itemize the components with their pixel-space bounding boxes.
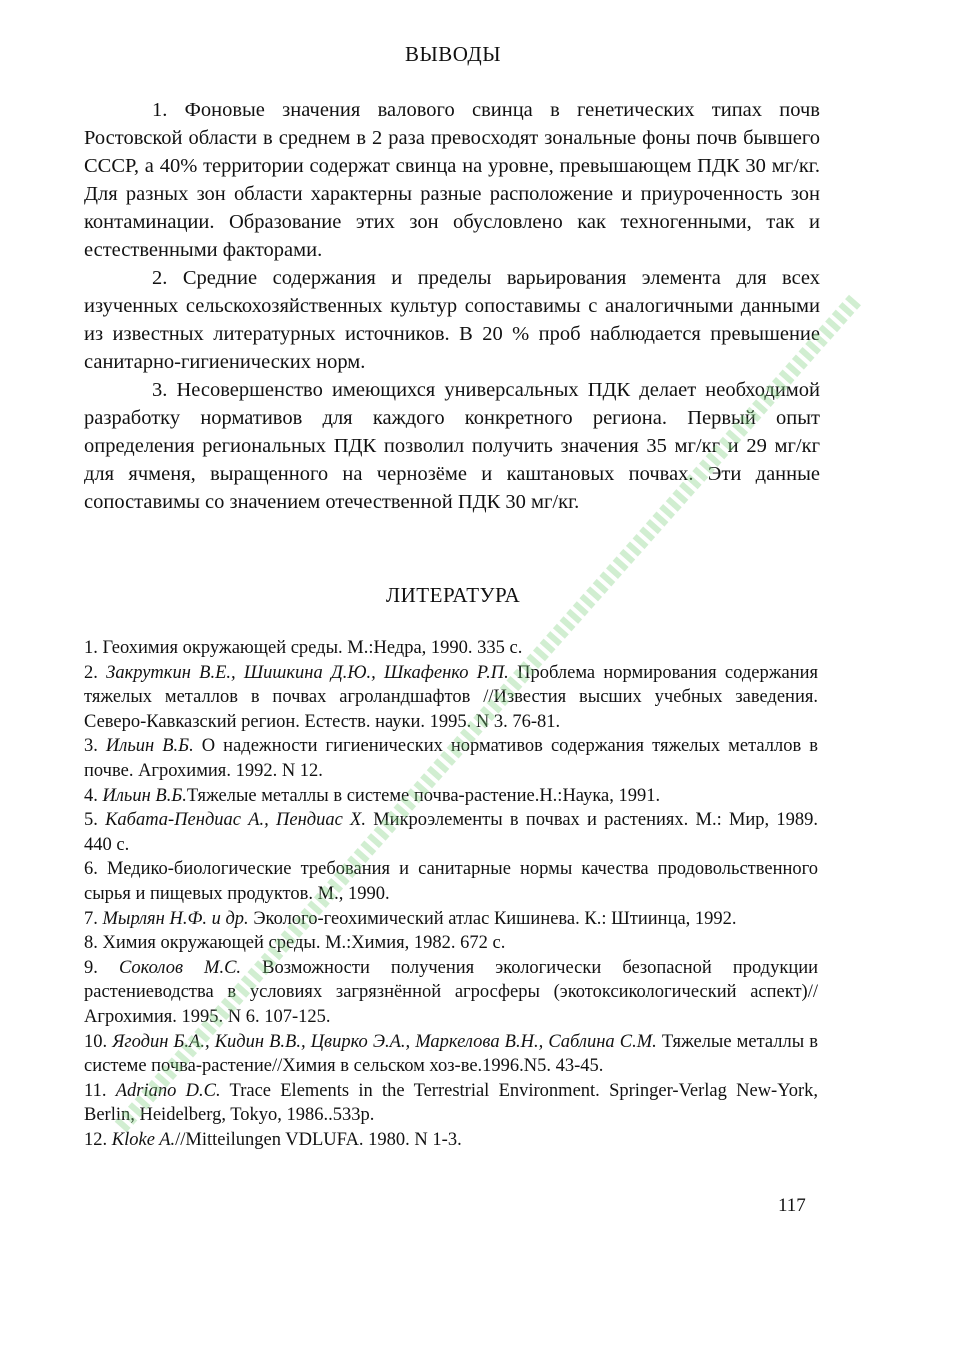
reference-author: Adriano D.C. bbox=[115, 1080, 221, 1101]
reference-item-10 bbox=[84, 1030, 818, 1079]
reference-item-5 bbox=[84, 808, 818, 857]
literature-heading: ЛИТЕРАТУРА bbox=[385, 583, 521, 607]
reference-item-6 bbox=[84, 857, 818, 906]
reference-text: //Mitteilungen VDLUFA. 1980. N 1-3. bbox=[175, 1129, 462, 1150]
reference-list bbox=[84, 636, 818, 1152]
reference-item-9 bbox=[84, 956, 818, 1030]
reference-number: 10. bbox=[84, 1031, 108, 1052]
reference-text: Геохимия окружающей среды. М.:Недра, 1990. 335 с. bbox=[102, 638, 523, 658]
reference-item-8 bbox=[84, 931, 818, 956]
conclusions-section bbox=[84, 96, 820, 516]
reference-author: Закруткин В.Е., Шишкина Д.Ю., Шкафенко Р.П. bbox=[106, 662, 509, 683]
reference-text: О надежности гигиенических нормативов содержания тяжелых металлов в почве. Агрохимия. 1992. N 12. bbox=[84, 736, 818, 781]
reference-item-2 bbox=[84, 661, 818, 735]
reference-author: Кабата-Пендиас А., Пендиас Х. bbox=[105, 810, 366, 831]
reference-number: 9. bbox=[84, 957, 98, 978]
reference-text: Тяжелые металлы в системе почва-растение//Химия в сельском хоз-ве.1996.N5. 43-45. bbox=[84, 1031, 819, 1077]
reference-number: 8. bbox=[84, 933, 98, 954]
conclusion-paragraph-2: 2. Средние содержания и пределы варьирования элемента для всех изученных сельскохозяйственных культур сопоставимы с аналогичными данными из известных литературных источников. В 20 % проб наблюдается превышение санитарно-гигиенических норм. bbox=[84, 267, 820, 373]
reference-text: Тяжелые металлы в системе почва-растение.Н.:Наука, 1991. bbox=[186, 785, 661, 806]
reference-author: Мырлян Н.Ф. и др. bbox=[102, 908, 249, 929]
reference-author: Ильин В.Б. bbox=[102, 785, 187, 806]
reference-text: Возможности получения экологически безопасной продукции растениеводства в условиях загрязнённой агросферы (экотоксикологический аспект)//Агрохимия. 1995. N 6. 107-125. bbox=[84, 957, 819, 1027]
page-number: 117 bbox=[778, 1195, 806, 1216]
reference-number: 12. bbox=[84, 1129, 108, 1150]
reference-text: Проблема нормирования содержания тяжелых металлов в почвах агроландшафтов //Известия высших учебных заведения. Северо-Кавказский регион. Естеств. науки. 1995. N 3. 76-81. bbox=[84, 662, 819, 732]
conclusion-paragraph-1: 1. Фоновые значения валового свинца в генетических типах почв Ростовской области в среднем в 2 раза превосходят зональные фоны почв бывшего СССР, а 40% территории содержат свинца на уровне, превышающем ПДК 30 мг/кг. Для разных зон области характерны разные расположение и приуроченность зон контаминации. Образование этих зон обусловлено как техногенными, так и естественными факторами. bbox=[84, 99, 820, 261]
reference-text: Микроэлементы в почвах и растениях. М.: Мир, 1989. 440 с. bbox=[84, 810, 819, 855]
conclusions-heading: ВЫВОДЫ bbox=[404, 42, 502, 66]
reference-number: 2. bbox=[84, 662, 98, 683]
reference-text: Химия окружающей среды. М.:Химия, 1982. 672 с. bbox=[102, 933, 506, 954]
reference-author: Соколов М.С. bbox=[118, 957, 242, 978]
reference-number: 6. bbox=[84, 859, 98, 880]
reference-item-7 bbox=[84, 907, 818, 932]
reference-item-1 bbox=[84, 636, 818, 661]
reference-text: Trace Elements in the Terrestrial Environment. Springer-Verlag New-York, Berlin, Heidelberg, Tokyo, 1986..533p. bbox=[84, 1080, 819, 1126]
reference-item-4 bbox=[84, 784, 818, 809]
conclusion-paragraph-3: 3. Несовершенство имеющихся универсальных ПДК делает необходимой разработку нормативов для каждого конкретного региона. Первый опыт определения региональных ПДК позволил получить значения 35 мг/кг и 29 мг/кг для ячменя, выращенного на чернозёме и каштановых почвах. Эти данные сопоставимы со значением отечественной ПДК 30 мг/кг. bbox=[84, 379, 820, 513]
reference-number: 11. bbox=[84, 1080, 107, 1101]
reference-author: Ильин В.Б. bbox=[105, 736, 194, 757]
reference-item-12 bbox=[84, 1128, 818, 1153]
reference-author: Ягодин Б.А., Кидин В.В., Цвирко Э.А., Маркелова В.Н., Саблина С.М. bbox=[112, 1031, 657, 1052]
reference-item-3 bbox=[84, 734, 818, 783]
reference-text: Эколого-геохимический атлас Кишинева. К.: Штиинца, 1992. bbox=[253, 908, 737, 929]
reference-item-11 bbox=[84, 1079, 818, 1128]
reference-number: 4. bbox=[84, 785, 98, 806]
reference-number: 3. bbox=[84, 736, 98, 757]
reference-text: Медико-биологические требования и санитарные нормы качества продовольственного сырья и пищевых продуктов. М., 1990. bbox=[84, 859, 819, 904]
reference-number: 5. bbox=[84, 810, 98, 831]
reference-author: Kloke A. bbox=[111, 1129, 176, 1150]
reference-number: 7. bbox=[84, 908, 98, 929]
reference-number: 1. bbox=[84, 638, 98, 658]
